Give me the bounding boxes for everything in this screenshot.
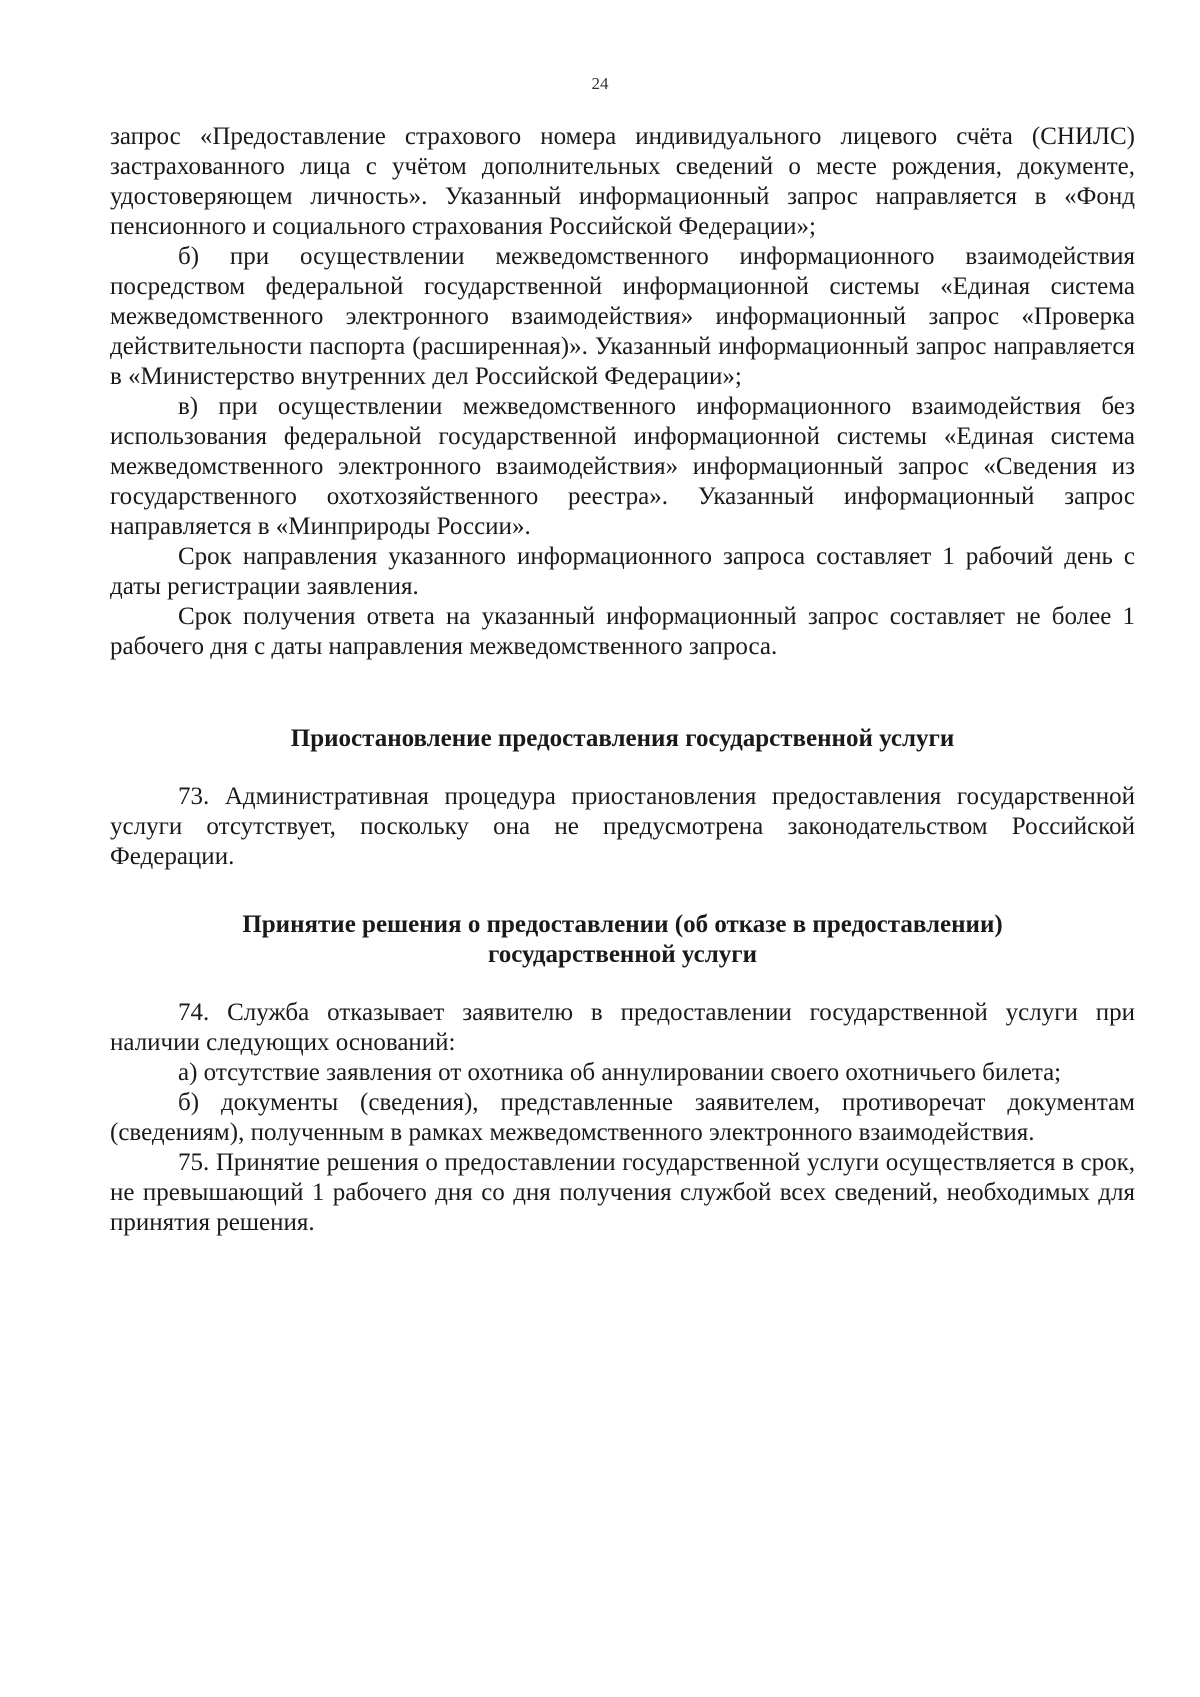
section-heading-suspension: Приостановление предоставления государственной услуги (290, 725, 955, 752)
page-number: 24 (591, 74, 609, 93)
paragraph-request-deadline: Срок направления указанного информационного запроса составляет 1 рабочий день с даты регистрации заявления. (110, 543, 1135, 600)
paragraph-hunting-registry: в) при осуществлении межведомственного информационного взаимодействия без использования федеральной государственной информационной системы «Единая система межведомственного электронного взаимодействия» информационный запрос «Сведения из государственного охотхозяйственного реестра». Указанный информационный запрос направляется в «Минприроды России». (110, 393, 1135, 540)
section-heading-decision-line2: государственной услуги (487, 941, 758, 968)
paragraph-73: 73. Административная процедура приостановления предоставления государственной услуги отсутствует, поскольку она не предусмотрена законодательством Российской Федерации. (110, 783, 1135, 870)
paragraph-response-deadline: Срок получения ответа на указанный информационный запрос составляет не более 1 рабочего дня с даты направления межведомственного запроса. (110, 603, 1135, 660)
spacer (110, 872, 1135, 910)
spacer (110, 754, 1135, 782)
section-heading-decision-line1: Принятие решения о предоставлении (об отказе в предоставлении) (242, 911, 1003, 938)
spacer (110, 970, 1135, 998)
paragraph-74: 74. Служба отказывает заявителю в предоставлении государственной услуги при наличии следующих оснований: (110, 999, 1135, 1056)
paragraph-75: 75. Принятие решения о предоставлении государственной услуги осуществляется в срок, не превышающий 1 рабочего дня со дня получения службой всех сведений, необходимых для принятия решения. (110, 1149, 1135, 1236)
document-body (110, 122, 1135, 1238)
section-heading-decision (110, 910, 1135, 970)
paragraph-passport-check: б) при осуществлении межведомственного информационного взаимодействия посредством федеральной государственной информационной системы «Единая система межведомственного электронного взаимодействия» информационный запрос «Проверка действительности паспорта (расширенная)». Указанный информационный запрос направляется в «Министерство внутренних дел Российской Федерации»; (110, 243, 1135, 390)
paragraph-74-a: а) отсутствие заявления от охотника об аннулировании своего охотничьего билета; (178, 1059, 1062, 1086)
paragraph-74-b: б) документы (сведения), представленные заявителем, противоречат документам (сведениям), полученным в рамках межведомственного электронного взаимодействия. (110, 1089, 1135, 1146)
spacer (110, 662, 1135, 724)
paragraph-snils-request: запрос «Предоставление страхового номера индивидуального лицевого счёта (СНИЛС) застрахованного лица с учётом дополнительных сведений о месте рождения, документе, удостоверяющем личность». Указанный информационный запрос направляется в «Фонд пенсионного и социального страхования Российской Федерации»; (110, 123, 1135, 240)
